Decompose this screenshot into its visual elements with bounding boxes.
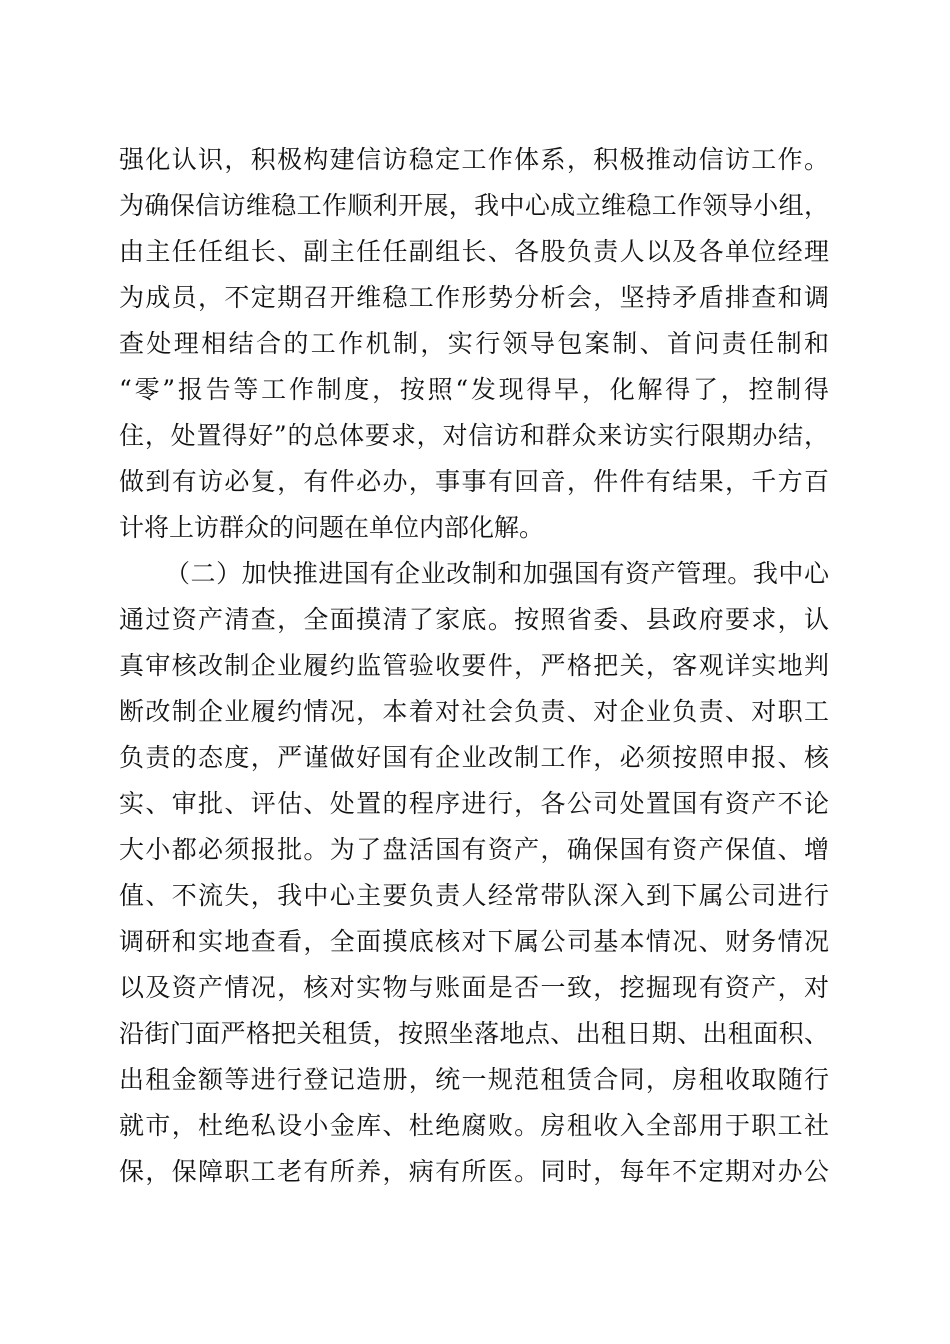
body-text-line: 调研和实地查看，全面摸底核对下属公司基本情况、财务情况 [119, 927, 829, 956]
body-text-line: 保，保障职工老有所养，病有所医。同时，每年不定期对办公 [119, 1157, 829, 1186]
body-text-line: 通过资产清查，全面摸清了家底。按照省委、县政府要求，认 [119, 605, 829, 634]
body-text-line: 以及资产情况，核对实物与账面是否一致，挖掘现有资产，对 [119, 973, 829, 1002]
body-text-line: 计将上访群众的问题在单位内部化解。 [119, 513, 545, 542]
body-text-line: 查处理相结合的工作机制，实行领导包案制、首问责任制和 [119, 329, 829, 358]
body-text-line: 沿街门面严格把关租赁，按照坐落地点、出租日期、出租面积、 [119, 1019, 829, 1048]
body-text-line: 做到有访必复，有件必办，事事有回音，件件有结果，千方百 [119, 467, 829, 496]
body-text-line: 断改制企业履约情况，本着对社会负责、对企业负责、对职工 [119, 697, 829, 726]
body-text-line: 出租金额等进行登记造册，统一规范租赁合同，房租收取随行 [119, 1065, 829, 1094]
body-text-line: “零”报告等工作制度，按照“发现得早，化解得了，控制得 [119, 375, 829, 404]
section-heading-line: （二）加快推进国有企业改制和加强国有资产管理。我中心 [165, 559, 829, 588]
body-text-line: 真审核改制企业履约监管验收要件，严格把关，客观详实地判 [119, 651, 829, 680]
body-text-line: 住，处置得好”的总体要求，对信访和群众来访实行限期办结， [119, 421, 829, 450]
body-text-line: 实、审批、评估、处置的程序进行，各公司处置国有资产不论 [119, 789, 829, 818]
body-text-line: 为确保信访维稳工作顺利开展，我中心成立维稳工作领导小组， [119, 191, 829, 220]
body-text-line: 为成员，不定期召开维稳工作形势分析会，坚持矛盾排查和调 [119, 283, 829, 312]
body-text-line: 大小都必须报批。为了盘活国有资产，确保国有资产保值、增 [119, 835, 829, 864]
body-text-line: 负责的态度，严谨做好国有企业改制工作，必须按照申报、核 [119, 743, 829, 772]
body-text-line: 就市，杜绝私设小金库、杜绝腐败。房租收入全部用于职工社 [119, 1111, 829, 1140]
body-text-line: 值、不流失，我中心主要负责人经常带队深入到下属公司进行 [119, 881, 829, 910]
body-text-line: 由主任任组长、副主任任副组长、各股负责人以及各单位经理 [119, 237, 829, 266]
body-text-line: 强化认识，积极构建信访稳定工作体系，积极推动信访工作。 [119, 145, 829, 174]
